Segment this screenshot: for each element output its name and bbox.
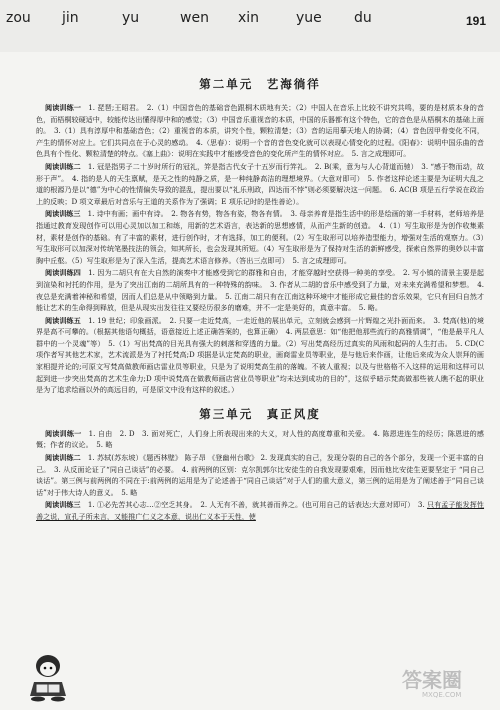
exercise-label: 阅读训练四 [45,268,81,278]
pinyin-syllable: xin [238,10,260,26]
exercise-label: 阅读训练二 [45,453,81,463]
answer-paragraph [36,315,484,396]
pinyin-syllable: jin [62,10,79,26]
watermark-logo [402,664,492,704]
pinyin-syllable: yue [296,10,322,26]
answer-paragraph [36,161,484,207]
pinyin-syllable: du [354,10,372,26]
exercise-label: 阅读训练三 [45,500,81,510]
answer-text: 1. 冠是指男子二十岁时所行的冠礼，笄是指古代女子十五岁而行笄礼。 2. B(乘，意为与人心背道而驰） 3. “感于物而动，故形于声”。 4. 指的是人的天生禀赋，是天之性的纯静之质，是一种纯静高洁的理想境界。（大意对即可） 5. 作者这样论述主要是为证明大乱之道的根源乃是以“德”为中心的性情偏失导致的混乱，提出要以“礼乐刑政，四达而不悖”则必须要解决这一问题。 6. AC(B 项是五行学说在政治上的反映；D 项文章最后对音乐与王道的关系作为了强调；E 项乐记时的是性善论）。 [36,161,485,206]
answer-text: 1. 自由 2. D 3. 面对死亡，人们身上所表现出来的大义，对人性的高度尊重和关爱。 4. 陈恩进连生的经历；陈恩进的感慨；作者的议论。 5. 略 [36,428,485,450]
answer-paragraph [36,499,484,522]
watermark-text: 答案圈 [402,668,462,692]
pinyin-syllable: zou [6,10,31,26]
exercise-label: 阅读训练五 [45,315,81,325]
exercise-label: 阅读训练三 [45,209,81,219]
cartoon-reader-icon [26,652,70,702]
answer-text: 1. 苏轼(苏东坡）《题西林壁》 陈子昂 《登幽州台歌》 2. 发现真实的自己，发现分裂的自己的各个部分，发现一个更丰富的自己。 3. 从反面论证了“同自己谈话”的必要。 4. 前两例的区别：克尔凯郭尔比安徒生的自我发现要艰难，因而他比安徒生更要坚定于 “同自己谈话”。第三例与前两例的不同在于:前两例的运用是为了论述善于“同自己谈话”对于人们的重大意义，第三例的运用是为了阐述善于“同自己谈话”对于伟大诗人的意义。 5. 略 [36,453,485,497]
answer-text: 1. ①必先苦其心志…②空乏其身。 2. 人无有不善，就其善而养之。(也可用自己的话表达;大意对即可） 3. [87,500,427,510]
underlined-answer-text: 只有孟子能发挥性善之说，宣孔子所未言，又能推广仁义之本意，说出仁义本于天性，使 [36,500,485,521]
pinyin-header [0,10,500,30]
answer-text: 1. 因为二胡只有在大自然的演奏中才能感受到它的群雅和自由，才能穿越时空获得一种美的享受。 2. 写小镇的清景主要是起到渲染和衬托的作用，是为了突出江南的二胡所具有的一种特殊的韵味。 3. 作者从二胡的音乐中感受到了力量，对未来充满希望和梦想。 4. 夜总是充满着神秘和希望，因而人们总是从中领略到力量。 5. 江南二胡只有在江南这种环境中才能形成它最佳的音乐效果，它只有回归自然才能让艺术的生命得到释放，但是从现实出发往往又要经历很多的磨难，并不一定是美好的，真意丰富。 5. 略。 [36,268,485,313]
answer-text: 1. 19 世纪；印象画派。 2. 只要一走近梵高，一走近他的展出单元，立刻就会感到一片辉煌之光扑面而来。 3. 梵高(他)的境界是高不可攀的。（根据其他语句概括，语意接近上述正确答案的，也算正确） 4. 两层意思：如“他把他那些流行的高雅情调”，“他是最平凡人群中的一个灵魂”等） 5.（1）写出梵高的目光具有强大的刺落和穿透的力量。（2）写出梵高经历过真实的风雨和起码的人生打击。 5. CD(C 项作者写其他艺术家，艺术流派是为了衬托梵高;D 项据是认定梵高的职业，画商雷业员等职业，是与他后来作画，让他后来成为众人崇拜的画家相提并论的;可原文写梵高做教师画店雷业员等职业，只是为了说明梵高生前的落魄。不被人重视；以及与世格格不入这样的运用和这样可以起到进一步突出梵高的艺术生命力;D 项中说梵高在做教师画店营业员等职业”均未达到成功的目的”，这似乎暗示梵高做那些被人瞧不起的职业是为了追求绘画以外的高远目的，可是原文中没有这样的叙述。） [36,315,484,395]
pinyin-syllable: yu [122,10,140,26]
answer-paragraph [36,452,484,498]
exercise-label: 阅读训练二 [45,161,81,171]
pinyin-syllable: wen [180,10,209,26]
answer-paragraph [36,208,484,266]
unit-title: 第三单元 真正风度 [199,406,321,421]
watermark-domain: MXQE.COM [422,691,462,699]
answer-paragraph [36,267,484,313]
exercise-label: 阅读训练一 [45,428,82,438]
answer-content [36,68,484,524]
unit-title: 第二单元 艺海徜徉 [199,77,321,91]
answer-text: 1. 琵琶;王昭君。 2.（1）中国音色的基础音色跟桐木质地有关；（2）中国人在音乐上比较不讲究共鸣，要的是材质本身的音色，而梧桐较硬适中，较能传达出懂得厚中和的感觉；（3）中国音乐重视音的本质，中国的乐器都有这个特色，它的音色是从梧桐木的基础上面的。 3.（1）具有淳厚中和基础音色；（2）重视音的本质，讲究个性，颗粒清楚；（3）音的运用摹天地人的协调；（4）音色因甲骨变化不同，产生的情怀对应上。它们共同点在于心灵的感动。 4.（思春）：说明一个音的音色变化就可以表现心情变化的过程。《阳春》：说明中国乐曲的音色具有个性化、颗粒清楚的特点。《塞上曲》：说明在实践中才能感受音色的变化所产生的情怀对应。 5. 言之成理即可。 [36,103,485,159]
page-number: 191 [465,14,486,28]
answer-paragraph [36,102,484,160]
exercise-label: 阅读训练一 [45,103,82,112]
answer-paragraph [36,428,484,451]
answer-text: 1. 诗中有画；画中有诗。 2. 物各有势，物各有姿，物各有情。 3. 母亲养育是指生活中的形是绘画的第一手材料，老师培养是指通过教育发现创作可以用心灵加以加工和练，用新的艺术语言，表达新的思想感情，从而产生新的创造。 4.（1）写生取形是为创作收集素材，素材是创作的基础。有了丰富的素材，进行创作时，才有选择，加工的便利。（2）写生取形可以培养造型能力，增强对生活的观察力。（3）写生取形可以加深对传统笔墨技法的领会，知其所长，也会发现其所短。（4）写生取形是为了保持对生活的新鲜感受，探索自然界的奥妙以丰富胸中丘壑。（5）写生取形是为了深入生活，提高艺术语言修养。（答出三点即可） 5. 言之成理即可。 [36,209,485,265]
